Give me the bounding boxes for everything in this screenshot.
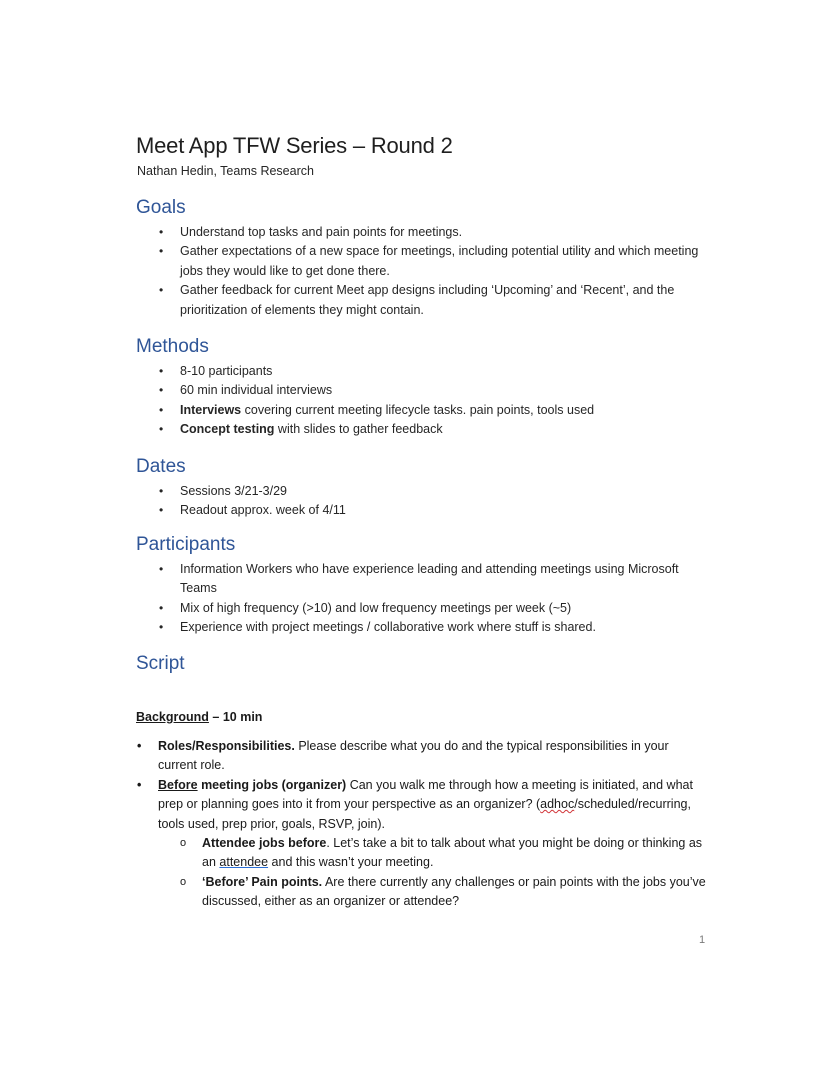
list-item: [159, 362, 699, 381]
participants-heading: Participants: [136, 534, 236, 555]
section-title: Background: [136, 710, 209, 724]
list-item-lead: Roles/Responsibilities.: [158, 739, 295, 753]
methods-heading: Methods: [136, 336, 209, 357]
document-title: Meet App TFW Series – Round 2: [136, 133, 453, 158]
list-item: • Gather expectations of a new space for meetings, including potential utility and which meeting jobs they would like to get done there.: [159, 242, 699, 281]
document-author: Nathan Hedin, Teams Research: [137, 164, 314, 178]
participants-list: [159, 560, 699, 638]
list-item: • Information Workers who have experience leading and attending meetings using Microsoft Teams: [159, 560, 699, 599]
list-item-text: Please describe what you do and the typical responsibilities in your current role.: [158, 739, 669, 773]
methods-list: [159, 362, 699, 440]
script-heading: Script: [136, 653, 185, 674]
sub-list-item: [158, 873, 707, 912]
section-duration: – 10 min: [208, 710, 263, 724]
list-item-text: covering current meeting lifecycle tasks. pain points, tools used: [241, 402, 595, 417]
list-item-text: and this wasn’t your meeting.: [268, 855, 434, 870]
dates-list: [159, 482, 699, 521]
list-item: • Readout approx. week of 4/11: [159, 501, 699, 520]
dates-heading: Dates: [136, 456, 186, 477]
list-item-lead: Attendee jobs before: [202, 836, 327, 851]
list-item: [159, 381, 699, 400]
script-list: [137, 737, 707, 912]
spellcheck-word: adhoc: [540, 797, 575, 812]
sub-list-item: [158, 834, 707, 873]
list-item: [159, 401, 699, 420]
list-item-text: Can you walk me through how a meeting is initiated, and what prep or planning goes into it from your perspective as an organizer? (: [158, 777, 693, 812]
list-item: [137, 737, 707, 776]
list-item-text: 8-10 participants: [180, 364, 273, 378]
list-item-lead: ‘Before’ Pain points.: [202, 874, 323, 889]
goals-list: [159, 223, 699, 320]
goals-heading: Goals: [136, 197, 186, 218]
list-item: • Experience with project meetings / collaborative work where stuff is shared.: [159, 618, 699, 637]
section-heading: [136, 710, 262, 724]
list-item: • Mix of high frequency (>10) and low frequency meetings per week (~5): [159, 599, 699, 618]
list-item: • Sessions 3/21-3/29: [159, 482, 699, 501]
list-item: [137, 776, 707, 912]
grammar-word: attendee: [219, 855, 269, 870]
list-item-lead: Concept testing: [180, 422, 275, 437]
list-item-text: 60 min individual interviews: [180, 383, 333, 398]
list-item: [159, 420, 699, 439]
page-number: 1: [699, 934, 706, 946]
list-item: • Understand top tasks and pain points for meetings.: [159, 223, 699, 242]
list-item: • Gather feedback for current Meet app designs including ‘Upcoming’ and ‘Recent’, and the prioritization of elements they might contain.: [159, 281, 699, 320]
list-item-text: with slides to gather feedback: [274, 422, 443, 437]
list-item-text: Are there currently any challenges or pain points with the jobs you’ve discussed, either as an organizer or attendee?: [202, 874, 706, 909]
list-item-text: . Let’s take a bit to talk about what you might be doing or thinking as an: [202, 836, 703, 870]
list-item-lead: Interviews: [180, 402, 242, 417]
sub-list: [158, 834, 707, 912]
list-item-lead: meeting jobs (organizer): [197, 777, 347, 792]
list-item-text: /scheduled/recurring, tools used, prep prior, goals, RSVP, join).: [158, 797, 691, 831]
list-item-lead-underlined: Before: [158, 777, 198, 792]
